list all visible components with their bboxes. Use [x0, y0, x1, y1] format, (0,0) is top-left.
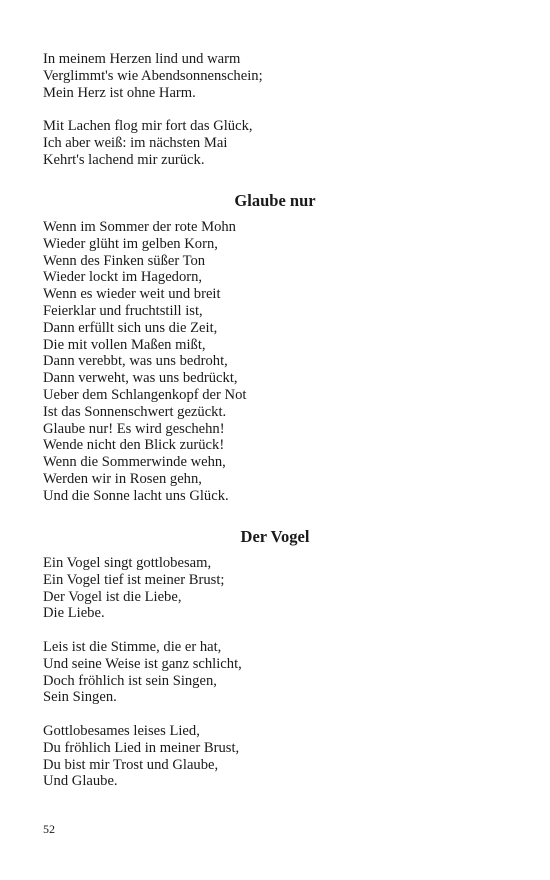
verse-line: Wenn im Sommer der rote Mohn [43, 219, 236, 235]
verse-line: Und seine Weise ist ganz schlicht, [43, 655, 242, 672]
verse-line: Und die Sonne lacht uns Glück. [43, 487, 229, 504]
verse-line: Wende nicht den Blick zurück! [43, 437, 225, 454]
verse-line: Kehrt's lachend mir zurück. [43, 151, 205, 168]
stanza-4 [43, 555, 513, 622]
verse-line: Wenn des Finken süßer Ton [43, 252, 206, 269]
verse-line: Mein Herz ist ohne Harm. [43, 84, 196, 101]
verse-line: Dann verebbt, was uns bedroht, [43, 353, 228, 370]
verse-line: Verglimmt's wie Abendsonnenschein; [43, 67, 263, 84]
stanza-6 [43, 723, 513, 790]
verse-line: Ueber dem Schlangenkopf der Not [43, 386, 247, 403]
verse-line: Wenn es wieder weit und breit [43, 286, 221, 303]
verse-line: In meinem Herzen lind und warm [43, 51, 241, 67]
verse-line: Sein Singen. [43, 689, 117, 706]
stanza-1 [43, 51, 513, 101]
verse-line: Und Glaube. [43, 773, 118, 790]
verse-line: Feierklar und fruchtstill ist, [43, 302, 203, 319]
stanza-3 [43, 219, 513, 505]
stanza-2 [43, 118, 513, 168]
verse-line: Die Liebe. [43, 605, 105, 622]
poem-title-glaube-nur: Glaube nur [234, 191, 316, 210]
verse-line: Ist das Sonnenschwert gezückt. [43, 403, 227, 420]
verse-line: Glaube nur! Es wird geschehn! [43, 420, 225, 437]
verse-line: Doch fröhlich ist sein Singen, [43, 672, 217, 689]
verse-line: Die mit vollen Maßen mißt, [43, 336, 206, 353]
page-number: 52 [43, 822, 55, 836]
verse-line: Wenn die Sommerwinde wehn, [43, 454, 226, 471]
stanza-5 [43, 639, 513, 706]
verse-line: Wieder lockt im Hagedorn, [43, 269, 203, 286]
verse-line: Ein Vogel singt gottlobesam, [43, 555, 212, 571]
verse-line: Ich aber weiß: im nächsten Mai [43, 134, 228, 151]
poem-title-der-vogel: Der Vogel [240, 527, 310, 546]
verse-line: Gottlobesames leises Lied, [43, 723, 200, 739]
verse-line: Leis ist die Stimme, die er hat, [43, 639, 222, 655]
verse-line: Dann erfüllt sich uns die Zeit, [43, 319, 218, 336]
verse-line: Der Vogel ist die Liebe, [43, 588, 182, 605]
verse-line: Werden wir in Rosen gehn, [43, 470, 202, 487]
verse-line: Wieder glüht im gelben Korn, [43, 235, 218, 252]
verse-line: Ein Vogel tief ist meiner Brust; [43, 571, 225, 588]
verse-line: Dann verweht, was uns bedrückt, [43, 370, 238, 387]
verse-line: Du bist mir Trost und Glaube, [43, 756, 219, 773]
verse-line: Du fröhlich Lied in meiner Brust, [43, 739, 240, 756]
verse-line: Mit Lachen flog mir fort das Glück, [43, 118, 253, 134]
